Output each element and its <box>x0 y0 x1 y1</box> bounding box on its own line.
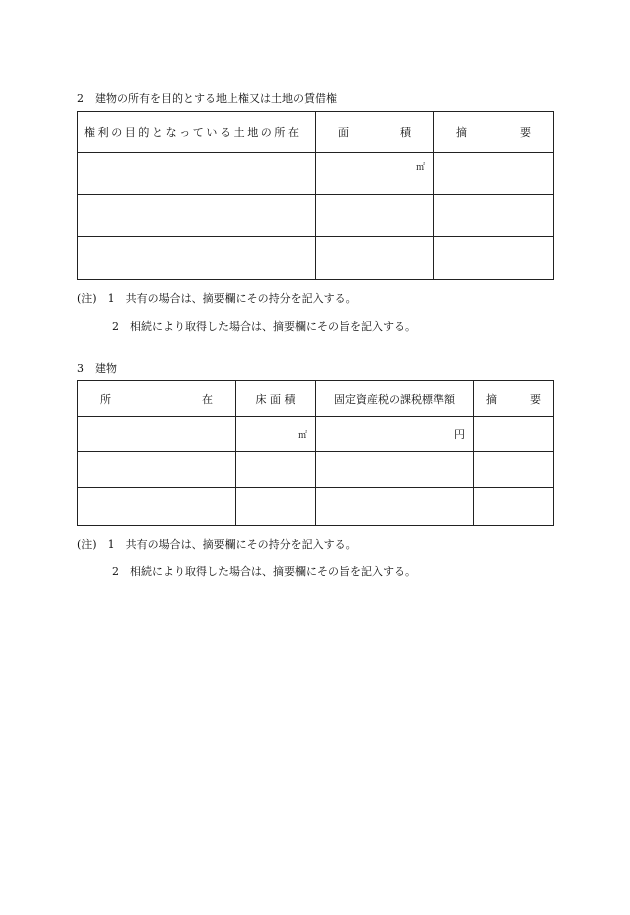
table-header-row <box>78 381 554 417</box>
cell-area[interactable] <box>316 153 434 195</box>
header-location-left: 所 <box>100 392 111 406</box>
cell-land-location[interactable] <box>78 237 316 280</box>
table-header-row <box>78 112 554 153</box>
land-rights-table <box>77 111 554 280</box>
header-location <box>78 381 236 417</box>
header-remarks-right: 要 <box>520 126 531 139</box>
section-3-heading: 3 建物 <box>77 362 117 375</box>
header-remarks-left: 摘 <box>456 126 467 139</box>
table-row <box>78 237 554 280</box>
header-floor-area-label: 床 面 積 <box>255 392 296 406</box>
cell-remarks[interactable] <box>434 153 554 195</box>
cell-assessed-value[interactable] <box>316 488 474 526</box>
cell-area[interactable] <box>316 195 434 237</box>
header-assessed-value-label: 固定資産税の課税標準額 <box>334 392 455 406</box>
section-2-heading: 2 建物の所有を目的とする地上権又は土地の賃借権 <box>77 92 337 105</box>
cell-remarks[interactable] <box>434 237 554 280</box>
header-remarks <box>434 112 554 153</box>
cell-area[interactable] <box>316 237 434 280</box>
cell-assessed-value[interactable] <box>316 417 474 452</box>
cell-land-location[interactable] <box>78 195 316 237</box>
header-floor-area <box>236 381 316 417</box>
section-2-note-1: (注) 1 共有の場合は、摘要欄にその持分を記入する。 <box>77 292 357 305</box>
section-3-note-1: (注) 1 共有の場合は、摘要欄にその持分を記入する。 <box>77 538 357 551</box>
table-row <box>78 488 554 526</box>
cell-floor-area[interactable] <box>236 488 316 526</box>
table-row <box>78 195 554 237</box>
cell-floor-area[interactable] <box>236 452 316 488</box>
cell-remarks[interactable] <box>474 452 554 488</box>
unit-yen: 円 <box>454 428 465 441</box>
header-area-left: 面 <box>338 126 349 139</box>
cell-floor-area[interactable] <box>236 417 316 452</box>
cell-remarks[interactable] <box>434 195 554 237</box>
cell-remarks[interactable] <box>474 488 554 526</box>
header-location-right: 在 <box>202 392 213 406</box>
cell-remarks[interactable] <box>474 417 554 452</box>
unit-area: ㎡ <box>415 162 425 173</box>
header-area <box>316 112 434 153</box>
header-area-right: 積 <box>400 126 411 139</box>
section-2-note-2: 2 相続により取得した場合は、摘要欄にその旨を記入する。 <box>112 320 416 333</box>
unit-area: ㎡ <box>297 430 307 441</box>
building-table <box>77 380 554 526</box>
section-3-note-2: 2 相続により取得した場合は、摘要欄にその旨を記入する。 <box>112 565 416 578</box>
table-row <box>78 153 554 195</box>
cell-location[interactable] <box>78 417 236 452</box>
header-remarks-left: 摘 <box>486 392 497 406</box>
header-land-location <box>78 112 316 153</box>
header-remarks <box>474 381 554 417</box>
cell-location[interactable] <box>78 452 236 488</box>
cell-assessed-value[interactable] <box>316 452 474 488</box>
cell-location[interactable] <box>78 488 236 526</box>
table-row <box>78 417 554 452</box>
header-land-location-label: 権利の目的となっている土地の所在 <box>84 126 302 139</box>
cell-land-location[interactable] <box>78 153 316 195</box>
header-remarks-right: 要 <box>530 392 541 406</box>
header-assessed-value <box>316 381 474 417</box>
table-row <box>78 452 554 488</box>
